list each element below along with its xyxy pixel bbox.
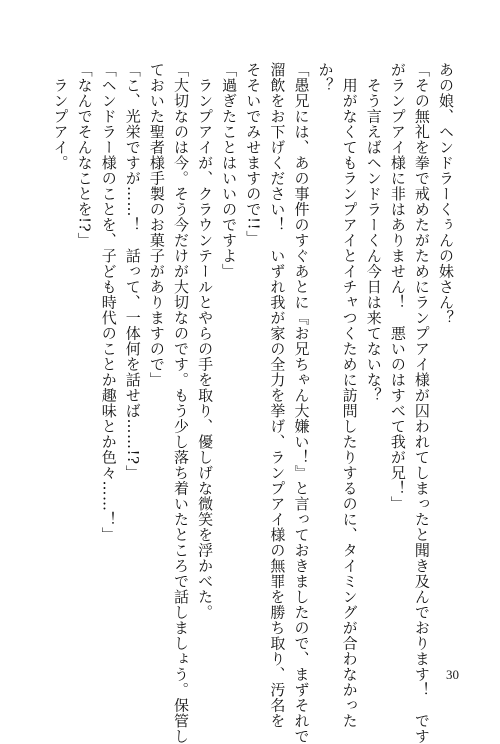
- text-line: 「ヘンドラー様のことを、子ども時代のことか趣味とか色々……！」: [99, 62, 118, 543]
- text-line: ておいた聖者様手製のお菓子がありますので」: [147, 62, 166, 388]
- text-line: がランプアイ様に非はありません！ 悪いのはすべて我が兄！」: [388, 62, 407, 512]
- text-line: か？: [316, 62, 335, 93]
- page-number: 30: [446, 667, 459, 682]
- text-line: 「こ、光栄ですが……！ 話って、一体何を話せば……!?」: [123, 62, 142, 481]
- text-line: ランプアイ。: [51, 62, 70, 171]
- text-line: そう言えばヘンドラーくん今日は来てないな？: [364, 62, 383, 403]
- text-line: 「その無礼を拳で戒めたがためにランプアイ様が囚われてしまったと聞き及んでおります！ です: [412, 62, 431, 744]
- text-line: 「愚兄には、あの事件のすぐあとに『お兄ちゃん大嫌い！』と言っておきましたので、まずそれで: [292, 62, 311, 744]
- text-line: 「大切なのは今。そう今だけが大切なのです。もう少し落ち着いたところで話しましょう。保管し: [171, 62, 190, 744]
- text-line: 溜飲をお下げください！ いずれ我が家の全力を挙げ、ランプアイ様の無罪を勝ち取り、汚名を: [268, 62, 287, 729]
- text-line: あの娘、ヘンドラーくぅんの妹さん？: [437, 62, 455, 326]
- text-line: ランプアイが、クラウンテールとやらの手を取り、優しげな微笑を浮かべた。: [196, 62, 215, 620]
- text-line: 用がなくてもランプアイとイチャつくために訪問したりするのに、タイミングが合わなかった: [340, 62, 359, 729]
- text-line: 「なんでそんなことを!?」: [75, 62, 94, 248]
- text-line: そそいでみせますので!!」: [244, 62, 263, 246]
- text-line: 「過ぎたことはいいのですよ」: [220, 62, 239, 279]
